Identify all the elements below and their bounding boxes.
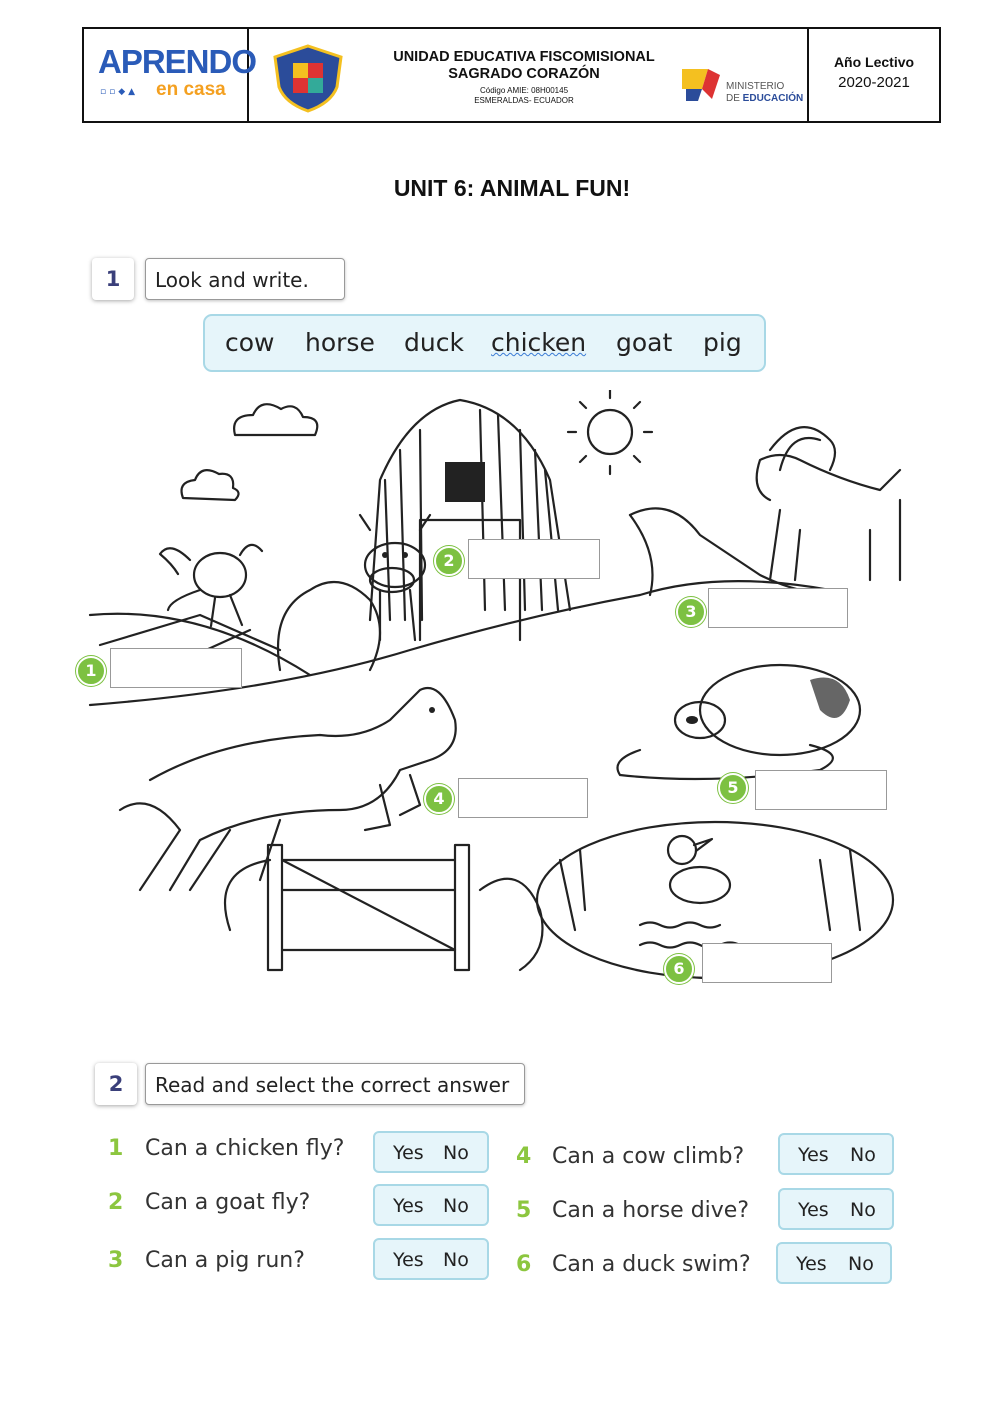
question-number: 6 <box>516 1252 532 1277</box>
question-text: Can a goat fly? <box>145 1190 311 1215</box>
question-text: Can a pig run? <box>145 1248 305 1273</box>
no-option[interactable]: No <box>443 1249 469 1271</box>
answer-box-4[interactable] <box>458 778 588 818</box>
school-info <box>249 29 809 121</box>
logo-dots: ▫▫◆▲ <box>100 87 139 97</box>
yes-no-selector <box>373 1131 489 1173</box>
label-badge-6: 6 <box>664 954 694 984</box>
exercise1-instruction: Look and write. <box>145 258 345 300</box>
answer-box-2[interactable] <box>468 539 600 579</box>
no-option[interactable]: No <box>850 1199 876 1221</box>
word-bank-item: goat <box>616 328 673 357</box>
document-header <box>82 27 941 123</box>
question-text: Can a cow climb? <box>552 1144 745 1169</box>
logo-line2: en casa <box>156 79 226 100</box>
question-text: Can a horse dive? <box>552 1198 750 1223</box>
no-option[interactable]: No <box>443 1195 469 1217</box>
word-bank-item: horse <box>305 328 375 357</box>
exercise2-number: 2 <box>95 1063 137 1105</box>
question-number: 4 <box>516 1144 532 1169</box>
chicken-icon <box>160 545 262 626</box>
ministry-flag-icon <box>682 69 722 109</box>
yes-option[interactable]: Yes <box>798 1144 829 1166</box>
label-badge-2: 2 <box>434 546 464 576</box>
question-text: Can a chicken fly? <box>145 1136 345 1161</box>
word-bank-item: chicken <box>491 328 587 357</box>
word-bank <box>203 314 766 372</box>
ministry-line2a: DE <box>726 93 743 104</box>
farm-scene-illustration <box>80 390 910 1000</box>
year-value: 2020-2021 <box>838 74 910 91</box>
question-number: 2 <box>108 1190 124 1215</box>
ministry-line1: MINISTERIO <box>726 81 785 92</box>
barn-icon <box>370 400 570 640</box>
question-number: 3 <box>108 1248 124 1273</box>
answer-box-6[interactable] <box>702 943 832 983</box>
question-number: 5 <box>516 1198 532 1223</box>
cloud-icon <box>182 470 239 500</box>
exercise1-number: 1 <box>92 258 134 300</box>
cloud-icon <box>234 404 317 435</box>
label-badge-1: 1 <box>76 656 106 686</box>
yes-option[interactable]: Yes <box>393 1249 424 1271</box>
goat-icon <box>757 427 900 580</box>
ministry-line2b: EDUCACIÓN <box>742 93 804 104</box>
school-code: Código AMIE: 08H00145 <box>479 86 569 95</box>
no-option[interactable]: No <box>850 1144 876 1166</box>
school-name-line2: SAGRADO CORAZÓN <box>448 66 600 82</box>
yes-no-selector <box>373 1238 489 1280</box>
aprendo-en-casa-logo <box>84 29 257 121</box>
pig-icon <box>618 665 861 779</box>
yes-no-selector <box>776 1242 892 1284</box>
duck-icon <box>668 836 730 903</box>
label-badge-5: 5 <box>718 773 748 803</box>
page-title: UNIT 6: ANIMAL FUN! <box>393 175 631 201</box>
answer-box-1[interactable] <box>110 648 242 688</box>
year-label: Año Lectivo <box>833 54 915 70</box>
yes-option[interactable]: Yes <box>798 1199 829 1221</box>
sun-icon <box>568 390 652 474</box>
exercise2-instruction: Read and select the correct answer <box>145 1063 525 1105</box>
yes-option[interactable]: Yes <box>393 1195 424 1217</box>
word-bank-item: pig <box>703 328 742 357</box>
logo-line1: APRENDO <box>98 43 257 80</box>
question-number: 1 <box>108 1136 124 1161</box>
word-bank-item: duck <box>404 328 464 357</box>
word-bank-item: cow <box>225 328 275 357</box>
ministry-logo <box>682 69 804 113</box>
school-location: ESMERALDAS- ECUADOR <box>474 96 574 105</box>
yes-option[interactable]: Yes <box>796 1253 827 1275</box>
answer-box-3[interactable] <box>708 588 848 628</box>
answer-box-5[interactable] <box>755 770 887 810</box>
label-badge-4: 4 <box>424 784 454 814</box>
yes-option[interactable]: Yes <box>393 1142 424 1164</box>
school-year <box>809 29 939 121</box>
yes-no-selector <box>778 1188 894 1230</box>
gate-icon <box>225 845 543 970</box>
label-badge-3: 3 <box>676 597 706 627</box>
question-text: Can a duck swim? <box>552 1252 751 1277</box>
no-option[interactable]: No <box>443 1142 469 1164</box>
school-shield-icon <box>271 43 345 113</box>
yes-no-selector <box>373 1184 489 1226</box>
yes-no-selector <box>778 1133 894 1175</box>
no-option[interactable]: No <box>848 1253 874 1275</box>
school-name-line1: UNIDAD EDUCATIVA FISCOMISIONAL <box>393 49 655 65</box>
